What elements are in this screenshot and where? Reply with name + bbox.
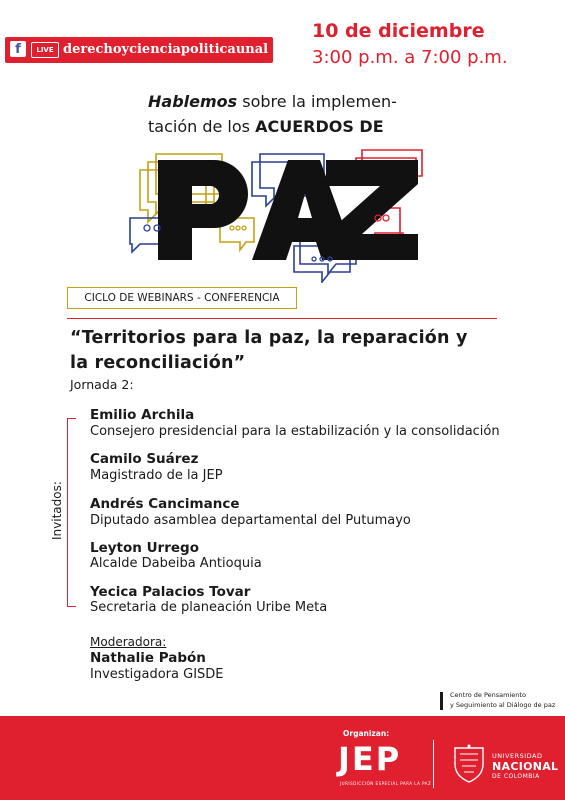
conference-title-line-1: “Territorios para la paz, la reparación y <box>70 328 468 348</box>
letter-p <box>158 160 248 260</box>
facebook-handle[interactable]: derechoycienciapoliticaunal <box>63 42 269 57</box>
conference-title <box>70 326 520 376</box>
section-divider <box>67 318 497 319</box>
footer-divider <box>433 740 434 788</box>
headline-line-2 <box>148 117 384 136</box>
centro-logo <box>440 692 443 710</box>
moderator-role: Investigadora GISDE <box>90 667 224 682</box>
conference-title-line-2: la reconciliación” <box>70 353 246 373</box>
un-line-2: NACIONAL <box>492 760 559 773</box>
centro-line-2: y Seguimiento al Diálogo de paz <box>450 701 556 709</box>
jep-subtitle: JURISDICCIÓN ESPECIAL PARA LA PAZ <box>340 781 432 786</box>
letter-z <box>324 160 418 260</box>
guest-name: Yecica Palacios Tovar <box>90 584 251 600</box>
un-line-3: DE COLOMBIA <box>492 773 540 780</box>
moderator-name: Nathalie Pabón <box>90 650 206 666</box>
chat-dot <box>242 226 246 230</box>
un-line-1: UNIVERSIDAD <box>492 752 543 760</box>
guest-role: Secretaria de planeación Uribe Meta <box>90 600 328 615</box>
chat-dot <box>312 257 316 261</box>
shield-icon <box>452 744 486 784</box>
headline-italic: Hablemos <box>148 92 238 111</box>
headline-line-2-start: tación de los <box>148 117 256 136</box>
live-tag: LIVE <box>31 42 59 58</box>
guest-name: Andrés Cancimance <box>90 496 240 512</box>
ciclo-label: CICLO DE WEBINARS - CONFERENCIA <box>67 287 297 309</box>
people-icon <box>144 225 150 231</box>
headline-bold: ACUERDOS DE <box>255 117 384 136</box>
organizan-label: Organizan: <box>343 729 390 738</box>
jep-logo: JEP <box>338 740 402 778</box>
guest-role: Consejero presidencial para la estabilización y la consolidación <box>90 424 500 439</box>
event-time: 3:00 p.m. a 7:00 p.m. <box>312 47 508 68</box>
event-date: 10 de diciembre <box>312 20 485 42</box>
guest-name: Camilo Suárez <box>90 451 199 467</box>
guests-bracket <box>67 418 76 607</box>
centro-line-1: Centro de Pensamiento <box>450 691 526 699</box>
paz-artwork <box>120 148 440 283</box>
headline-line-1-rest: sobre la implemen- <box>237 92 397 111</box>
guest-role: Diputado asamblea departamental del Putumayo <box>90 513 411 528</box>
jornada-label: Jornada 2: <box>70 377 134 392</box>
chat-dot <box>236 226 240 230</box>
guest-name: Emilio Archila <box>90 407 195 423</box>
guest-role: Magistrado de la JEP <box>90 468 223 483</box>
facebook-icon: f <box>10 41 26 57</box>
moderator-label: Moderadora: <box>90 635 167 649</box>
guest-role: Alcalde Dabeiba Antioquia <box>90 556 262 571</box>
people-icon <box>383 215 389 221</box>
headline-line-1 <box>148 92 397 111</box>
chat-dot <box>230 226 234 230</box>
invitados-label: Invitados: <box>50 481 64 540</box>
guest-name: Leyton Urrego <box>90 540 199 556</box>
